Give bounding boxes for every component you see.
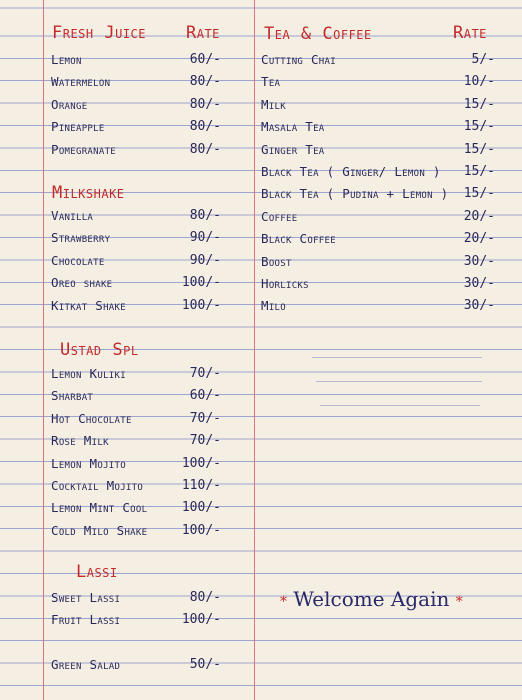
menu-item-name: Black Coffee <box>261 231 336 247</box>
menu-item-price: 100/- <box>181 455 221 471</box>
heading-rate-left: Rate <box>186 23 220 43</box>
menu-item-price: 20/- <box>463 208 495 224</box>
menu-item-name: Pineapple <box>51 119 105 135</box>
heading-milkshake: Milkshake <box>52 183 125 203</box>
heading-ustad-spl: Ustad Spl <box>60 340 139 360</box>
menu-item-name: Cold Milo Shake <box>51 522 148 538</box>
menu-item-name: Masala Tea <box>261 119 325 135</box>
menu-item-name: Tea <box>261 74 281 90</box>
menu-item-price: 80/- <box>189 141 221 157</box>
margin-line-left <box>43 0 44 700</box>
heading-rate-right: Rate <box>453 23 487 43</box>
menu-item-name: Cutting Chai <box>261 52 336 67</box>
menu-item-price: 50/- <box>189 657 221 672</box>
menu-item-name: Sharbat <box>51 388 94 404</box>
menu-item-name: Lemon Kuliki <box>51 366 126 381</box>
menu-item-price: 100/- <box>181 275 221 291</box>
menu-item-name: Rose Milk <box>51 433 109 449</box>
menu-item-name: Milk <box>261 96 286 112</box>
menu-item-price: 90/- <box>189 252 221 268</box>
menu-item-name: Hot Chocolate <box>51 410 132 426</box>
heading-tea-coffee: Tea & Coffee <box>264 24 372 44</box>
welcome-text: Welcome Again <box>293 587 450 611</box>
menu-item-name: Lemon Mint Cool <box>51 500 148 516</box>
menu-item-price: 80/- <box>189 590 221 605</box>
menu-item-name: Watermelon <box>51 74 111 90</box>
menu-item-price: 80/- <box>189 74 221 90</box>
menu-item-price: 60/- <box>189 388 221 404</box>
menu-item-price: 30/- <box>463 276 495 291</box>
menu-item-price: 5/- <box>471 52 495 67</box>
heading-lassi: Lassi <box>76 562 118 582</box>
menu-item-price: 100/- <box>181 500 221 516</box>
menu-item-name: Kitkat Shake <box>51 297 126 313</box>
menu-item-name: Cocktail Mojito <box>51 478 144 493</box>
pencil-line <box>316 381 482 382</box>
menu-item-name: Fruit Lassi <box>51 612 121 628</box>
menu-item-name: Boost <box>261 253 292 269</box>
menu-item-name: Sweet Lassi <box>51 590 121 605</box>
welcome-message <box>280 587 463 611</box>
menu-item-price: 70/- <box>189 366 221 381</box>
menu-item-price: 30/- <box>463 253 495 269</box>
menu-item-name: Black Tea ( Pudina + Lemon ) <box>261 186 449 202</box>
menu-item-price: 80/- <box>189 208 221 223</box>
menu-item-name: Pomegranate <box>51 141 117 157</box>
pencil-line <box>320 405 480 406</box>
menu-item-price: 10/- <box>463 74 495 90</box>
menu-item-name: Orange <box>51 96 88 112</box>
menu-item-price: 20/- <box>463 231 495 247</box>
menu-item-name: Horlicks <box>261 276 309 291</box>
menu-item-name: Strawberry <box>51 230 111 246</box>
menu-item-name: Oreo shake <box>51 275 113 291</box>
star-icon: * <box>280 594 287 610</box>
menu-item-price: 70/- <box>189 433 221 449</box>
menu-item-name: Chocolate <box>51 252 105 268</box>
menu-item-price: 15/- <box>463 119 495 135</box>
menu-item-name: Milo <box>261 298 286 314</box>
menu-item-price: 15/- <box>463 186 495 202</box>
menu-item-name: Green Salad <box>51 657 121 672</box>
menu-item-name: Vanilla <box>51 208 94 223</box>
menu-item-name: Ginger Tea <box>261 141 325 157</box>
menu-item-name: Lemon Mojito <box>51 455 126 471</box>
margin-line-middle <box>254 0 255 700</box>
menu-item-price: 90/- <box>189 230 221 246</box>
menu-item-price: 70/- <box>189 410 221 426</box>
menu-item-price: 100/- <box>181 612 221 628</box>
menu-item-price: 80/- <box>189 96 221 112</box>
menu-item-price: 15/- <box>463 96 495 112</box>
star-icon: * <box>455 594 463 610</box>
menu-item-name: Black Tea ( Ginger/ Lemon ) <box>261 164 441 179</box>
menu-item-name: Lemon <box>51 52 82 67</box>
menu-item-price: 80/- <box>189 119 221 135</box>
pencil-line <box>312 357 482 358</box>
menu-item-name: Coffee <box>261 208 298 224</box>
menu-item-price: 60/- <box>189 52 221 67</box>
menu-item-price: 15/- <box>463 141 495 157</box>
menu-item-price: 100/- <box>181 297 221 313</box>
heading-fresh-juice: Fresh Juice <box>52 23 147 43</box>
menu-item-price: 30/- <box>463 298 495 314</box>
menu-item-price: 110/- <box>181 478 221 493</box>
menu-item-price: 100/- <box>181 522 221 538</box>
menu-item-price: 15/- <box>463 164 495 179</box>
